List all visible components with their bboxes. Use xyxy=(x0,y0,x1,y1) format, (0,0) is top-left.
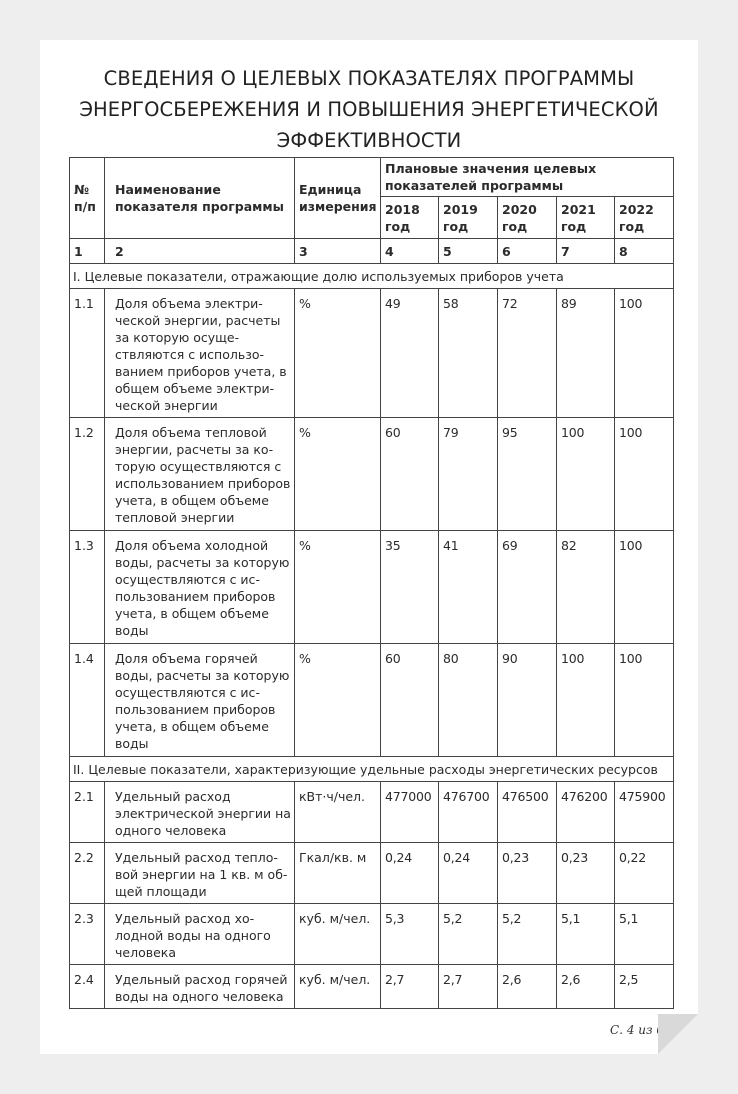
row-name: Удельный расход горячей воды на одного человека xyxy=(105,965,295,1009)
page-corner-fold xyxy=(658,1014,698,1054)
row-name: Удельный расход электрической энергии на одного человека xyxy=(105,782,295,843)
row-value: 2,7 xyxy=(381,965,439,1009)
row-value: 0,24 xyxy=(381,843,439,904)
row-num: 1.1 xyxy=(70,289,105,418)
row-value: 79 xyxy=(439,418,498,531)
row-value: 5,2 xyxy=(439,904,498,965)
row-unit: % xyxy=(295,418,381,531)
column-number: 4 xyxy=(381,239,439,264)
row-value: 0,23 xyxy=(557,843,615,904)
title-line-1: СВЕДЕНИЯ О ЦЕЛЕВЫХ ПОКАЗАТЕЛЯХ ПРОГРАММЫ xyxy=(103,67,635,90)
row-num: 2.3 xyxy=(70,904,105,965)
row-num: 2.4 xyxy=(70,965,105,1009)
row-value: 100 xyxy=(557,644,615,757)
row-value: 80 xyxy=(439,644,498,757)
row-value: 476700 xyxy=(439,782,498,843)
row-value: 69 xyxy=(498,531,557,644)
row-num: 2.1 xyxy=(70,782,105,843)
header-num: № п/п xyxy=(70,158,105,239)
row-value: 2,6 xyxy=(557,965,615,1009)
header-year: 2019 год xyxy=(439,197,498,239)
row-value: 475900 xyxy=(615,782,674,843)
row-value: 477000 xyxy=(381,782,439,843)
row-value: 476500 xyxy=(498,782,557,843)
row-value: 100 xyxy=(615,644,674,757)
row-value: 58 xyxy=(439,289,498,418)
header-unit: Единица измерения xyxy=(295,158,381,239)
row-value: 5,2 xyxy=(498,904,557,965)
row-value: 2,7 xyxy=(439,965,498,1009)
section-title: II. Целевые показатели, характеризующие удельные расходы энергетических ресурсов xyxy=(70,757,674,782)
row-value: 89 xyxy=(557,289,615,418)
row-value: 90 xyxy=(498,644,557,757)
row-value: 49 xyxy=(381,289,439,418)
row-value: 100 xyxy=(615,289,674,418)
row-value: 95 xyxy=(498,418,557,531)
row-value: 0,24 xyxy=(439,843,498,904)
header-planned: Плановые значения целевых показателей программы xyxy=(381,158,674,197)
row-value: 100 xyxy=(557,418,615,531)
row-value: 35 xyxy=(381,531,439,644)
document-page xyxy=(40,40,698,1054)
header-year: 2021 год xyxy=(557,197,615,239)
column-number: 6 xyxy=(498,239,557,264)
column-number: 2 xyxy=(105,239,295,264)
row-value: 100 xyxy=(615,531,674,644)
header-year: 2022 год xyxy=(615,197,674,239)
column-number: 7 xyxy=(557,239,615,264)
row-num: 1.4 xyxy=(70,644,105,757)
row-value: 476200 xyxy=(557,782,615,843)
page-number: С. 4 из 6 xyxy=(610,1023,664,1037)
title-line-2: ЭНЕРГОСБЕРЕЖЕНИЯ И ПОВЫШЕНИЯ ЭНЕРГЕТИЧЕСКОЙ xyxy=(79,98,659,121)
header-year: 2018 год xyxy=(381,197,439,239)
row-value: 60 xyxy=(381,418,439,531)
row-value: 82 xyxy=(557,531,615,644)
row-value: 60 xyxy=(381,644,439,757)
title-line-3: ЭФФЕКТИВНОСТИ xyxy=(276,129,462,152)
row-name: Доля объема тепловой энергии, расчеты за которую осуществляются с использованием приборов учета, в общем объеме тепловой энергии xyxy=(105,418,295,531)
row-num: 2.2 xyxy=(70,843,105,904)
row-value: 72 xyxy=(498,289,557,418)
row-value: 2,6 xyxy=(498,965,557,1009)
indicators-table xyxy=(69,157,674,1009)
header-name: Наименование показателя программы xyxy=(105,158,295,239)
row-unit: куб. м/чел. xyxy=(295,965,381,1009)
row-value: 100 xyxy=(615,418,674,531)
document-title xyxy=(60,63,678,156)
header-year: 2020 год xyxy=(498,197,557,239)
row-unit: Гкал/кв. м xyxy=(295,843,381,904)
row-unit: куб. м/чел. xyxy=(295,904,381,965)
row-value: 0,23 xyxy=(498,843,557,904)
row-value: 5,1 xyxy=(615,904,674,965)
column-number: 5 xyxy=(439,239,498,264)
row-value: 0,22 xyxy=(615,843,674,904)
row-name: Удельный расход тепловой энергии на 1 кв. м общей площади xyxy=(105,843,295,904)
row-value: 5,3 xyxy=(381,904,439,965)
row-unit: % xyxy=(295,289,381,418)
row-name: Доля объема холодной воды, расчеты за которую осуществляются с использованием приборов учета, в общем объеме воды xyxy=(105,531,295,644)
row-name: Доля объема электрической энергии, расчеты за которую осуществляются с использованием приборов учета, в общем объеме электрической энергии xyxy=(105,289,295,418)
row-value: 41 xyxy=(439,531,498,644)
row-value: 5,1 xyxy=(557,904,615,965)
row-unit: % xyxy=(295,644,381,757)
row-unit: кВт·ч/чел. xyxy=(295,782,381,843)
row-name: Доля объема горячей воды, расчеты за которую осуществляются с использованием приборов учета, в общем объеме воды xyxy=(105,644,295,757)
row-name: Удельный расход холодной воды на одного человека xyxy=(105,904,295,965)
column-number: 3 xyxy=(295,239,381,264)
row-num: 1.3 xyxy=(70,531,105,644)
row-value: 2,5 xyxy=(615,965,674,1009)
column-number: 1 xyxy=(70,239,105,264)
column-number: 8 xyxy=(615,239,674,264)
row-unit: % xyxy=(295,531,381,644)
row-num: 1.2 xyxy=(70,418,105,531)
section-title: I. Целевые показатели, отражающие долю используемых приборов учета xyxy=(70,264,674,289)
